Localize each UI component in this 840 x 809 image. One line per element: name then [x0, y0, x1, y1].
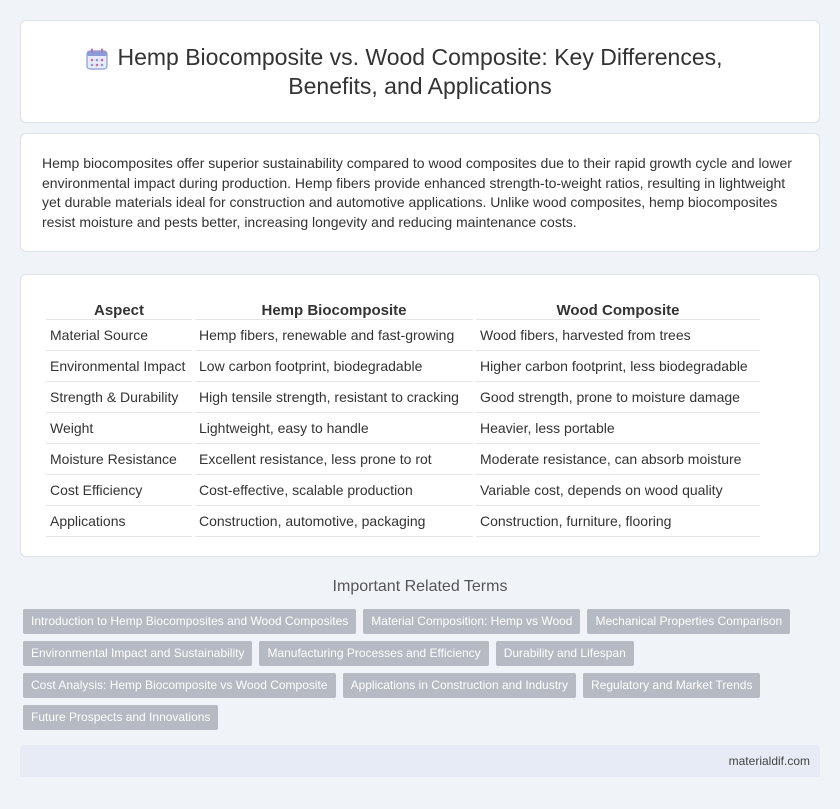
related-tag[interactable]: Material Composition: Hemp vs Wood: [363, 609, 580, 634]
intro-card: [20, 133, 820, 252]
cell-wood: Moderate resistance, can absorb moisture: [476, 444, 760, 475]
cell-hemp: Excellent resistance, less prone to rot: [195, 444, 473, 475]
footer: [20, 745, 820, 777]
table-row: [46, 413, 760, 444]
related-tag[interactable]: Regulatory and Market Trends: [583, 673, 760, 698]
related-tag[interactable]: Future Prospects and Innovations: [23, 705, 218, 730]
header-hemp: Hemp Biocomposite: [195, 295, 473, 320]
cell-aspect: Applications: [46, 506, 192, 537]
cell-wood: Higher carbon footprint, less biodegradable: [476, 351, 760, 382]
cell-aspect: Environmental Impact: [46, 351, 192, 382]
table-row: [46, 444, 760, 475]
footer-site-link[interactable]: materialdif.com: [728, 754, 810, 768]
table-row: [46, 506, 760, 537]
header-aspect: Aspect: [46, 295, 192, 320]
tag-row: [23, 705, 803, 730]
cell-hemp: Construction, automotive, packaging: [195, 506, 473, 537]
related-tag[interactable]: Manufacturing Processes and Efficiency: [259, 641, 488, 666]
cell-aspect: Strength & Durability: [46, 382, 192, 413]
table-row: [46, 475, 760, 506]
related-tag[interactable]: Environmental Impact and Sustainability: [23, 641, 252, 666]
cell-aspect: Moisture Resistance: [46, 444, 192, 475]
table-header-row: [46, 295, 760, 320]
cell-wood: Good strength, prone to moisture damage: [476, 382, 760, 413]
comparison-card: [20, 274, 820, 557]
header-wood: Wood Composite: [476, 295, 760, 320]
header-card: [20, 20, 820, 123]
related-terms-title: Important Related Terms: [332, 578, 508, 595]
cell-hemp: Cost-effective, scalable production: [195, 475, 473, 506]
cell-aspect: Cost Efficiency: [46, 475, 192, 506]
intro-paragraph: Hemp biocomposites offer superior sustainability compared to wood composites due to their rapid growth cycle and lower environmental impact during production. Hemp fibers provide enhanced strength-to-weight ratios, resulting in lightweight yet durable materials ideal for construction and automotive applications. Unlike wood composites, hemp biocomposites resist moisture and pests better, increasing longevity and reducing maintenance costs.: [42, 155, 792, 230]
table-row: [46, 351, 760, 382]
tag-row: [23, 641, 803, 666]
table-row: [46, 320, 760, 351]
cell-wood: Heavier, less portable: [476, 413, 760, 444]
cell-hemp: High tensile strength, resistant to cracking: [195, 382, 473, 413]
related-tag[interactable]: Introduction to Hemp Biocomposites and Wood Composites: [23, 609, 356, 634]
cell-wood: Wood fibers, harvested from trees: [476, 320, 760, 351]
related-tags: [23, 609, 803, 737]
related-tag[interactable]: Mechanical Properties Comparison: [587, 609, 790, 634]
tag-row: [23, 673, 803, 698]
related-tag[interactable]: Durability and Lifespan: [496, 641, 634, 666]
cell-hemp: Hemp fibers, renewable and fast-growing: [195, 320, 473, 351]
tag-row: [23, 609, 803, 634]
cell-aspect: Weight: [46, 413, 192, 444]
related-tag[interactable]: Cost Analysis: Hemp Biocomposite vs Wood Composite: [23, 673, 336, 698]
cell-wood: Construction, furniture, flooring: [476, 506, 760, 537]
related-tag[interactable]: Applications in Construction and Industry: [343, 673, 576, 698]
cell-hemp: Lightweight, easy to handle: [195, 413, 473, 444]
cell-wood: Variable cost, depends on wood quality: [476, 475, 760, 506]
page-title: Hemp Biocomposite vs. Wood Composite: Key Differences, Benefits, and Applications: [117, 44, 723, 99]
comparison-table: [43, 295, 763, 537]
cell-hemp: Low carbon footprint, biodegradable: [195, 351, 473, 382]
cell-aspect: Material Source: [46, 320, 192, 351]
table-row: [46, 382, 760, 413]
